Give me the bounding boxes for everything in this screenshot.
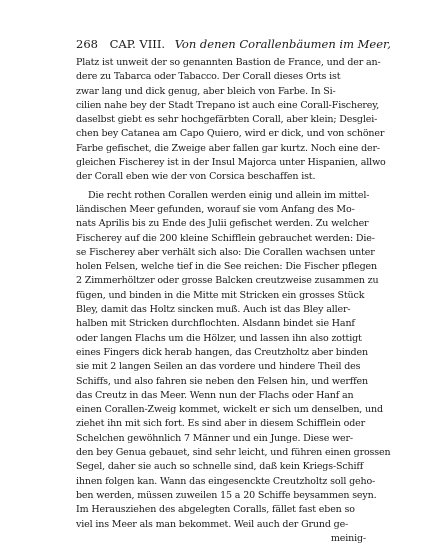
text-line: daselbst giebt es sehr hochgefärbten Corall, aber klein; Desglei-: [76, 114, 378, 126]
running-header: [76, 36, 391, 52]
text-line: das Creutz in das Meer. Wenn nun der Flachs oder Hanf an: [76, 389, 354, 401]
text-line: halben mit Stricken durchflochten. Alsdann bindet sie Hanf: [76, 318, 355, 330]
running-title: Von denen Corallenbäumen im Meer,: [174, 37, 391, 51]
paragraph-1: [76, 56, 386, 185]
text-line: Platz ist unweit der so genannten Bastion de France, und der an-: [76, 57, 381, 68]
text-line: holen Felsen, welche tief in die See reichen: Die Fischer pflegen: [76, 261, 377, 273]
text-line: eines Fingers dick herab hangen, das Creutzholtz aber binden: [76, 346, 368, 358]
text-line: viel ins Meer als man bekommet. Weil auch der Grund ge-: [76, 518, 349, 530]
text-line: zwar lang und dick genug, aber bleich von Farbe. In Si-: [76, 85, 336, 97]
text-line: sie mit 2 langen Seilen an das vordere und hindere Theil des: [76, 361, 361, 373]
text-line: ländischen Meer gefunden, worauf sie vom Anfang des Mo-: [76, 203, 355, 215]
body-text: [76, 56, 391, 546]
catchword: meinig-: [330, 532, 366, 544]
page-number: 268: [76, 37, 98, 51]
text-line: oder langen Flachs um die Hölzer, und lassen ihn also zottigt: [76, 332, 362, 344]
text-line: den bey Genua gebauet, sind sehr leicht, und führen einen grossen: [76, 447, 391, 459]
paragraph-2: [76, 189, 391, 532]
text-line: ihnen folgen kan. Wann das eingesenckte Creutzholtz soll geho-: [76, 475, 376, 487]
text-line: cilien nahe bey der Stadt Trepano ist auch eine Corall-Fischerey,: [76, 99, 380, 111]
text-line: se Fischerey aber verhält sich also: Die Corallen wachsen unter: [76, 246, 375, 258]
text-line: chen bey Catanea am Capo Quiero, wird er dick, und von schöner: [76, 128, 385, 140]
text-line: Die recht rothen Corallen werden einig und allein im mittel-: [88, 189, 370, 201]
text-line: Farbe gefischet, die Zweige aber fallen gar kurtz. Noch eine der-: [76, 142, 380, 154]
text-line: Bley, damit das Holtz sincken muß. Auch ist das Bley aller-: [76, 304, 351, 316]
text-line: der Corall eben wie der von Corsica beschaffen ist.: [76, 171, 316, 183]
text-line: Schelchen gewöhnlich 7 Männer und ein Junge. Diese wer-: [76, 432, 353, 444]
text-line: ziehet ihn mit sich fort. Es sind aber in diesem Schifflein oder: [76, 418, 365, 430]
text-line: fügen, und binden in die Mitte mit Stricken ein grosses Stück: [76, 289, 365, 301]
text-line: 2 Zimmerhöltzer oder grosse Balcken creutzweise zusammen zu: [76, 275, 379, 287]
text-line: Fischerey auf die 200 kleine Schifflein gebrauchet werden: Die-: [76, 232, 375, 244]
text-line: Im Herausziehen des abgelegten Coralls, fället fast eben so: [76, 504, 355, 516]
text-line: Schiffs, und also fahren sie neben den Felsen hin, und werffen: [76, 375, 368, 387]
text-line: einen Corallen-Zweig kommet, wickelt er sich um denselben, und: [76, 404, 383, 416]
text-line: nats Aprilis bis zu Ende des Julii gefischet werden. Zu welcher: [76, 218, 369, 230]
text-line: Segel, daher sie auch so schnelle sind, daß kein Kriegs-Schiff: [76, 461, 364, 473]
text-line: gleichen Fischerey ist in der Insul Majorca unter Hispanien, allwo: [76, 157, 386, 169]
chapter-label: CAP. VIII.: [109, 37, 166, 51]
text-line: ben werden, müssen zuweilen 15 a 20 Schiffe beysammen seyn.: [76, 489, 377, 501]
text-line: dere zu Tabarca oder Tabacco. Der Corall dieses Orts ist: [76, 71, 341, 83]
